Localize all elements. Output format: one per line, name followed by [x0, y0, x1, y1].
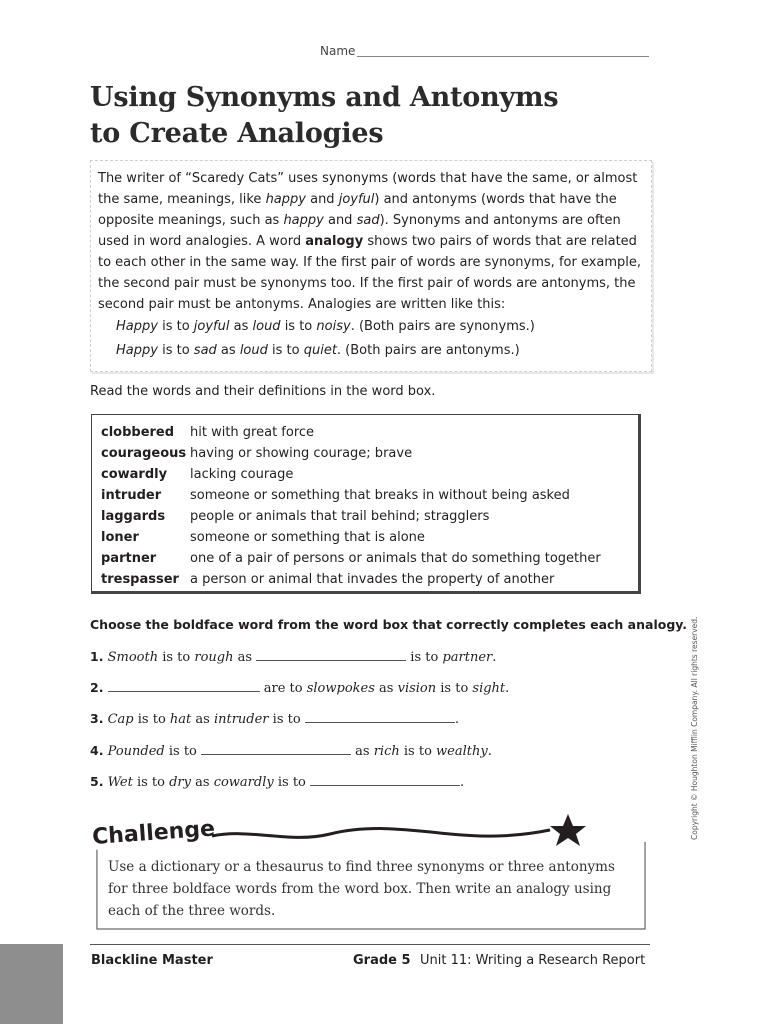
question-4: 4. Pounded is to as rich is to wealthy. — [90, 743, 492, 759]
word-term: trespasser — [101, 572, 179, 587]
word-term: cowardly — [101, 467, 168, 482]
footer-unit: Unit 11: Writing a Research Report — [420, 953, 646, 968]
name-blank-line[interactable] — [357, 56, 649, 57]
word-row — [101, 464, 601, 485]
instructions: Choose the boldface word from the word box that correctly completes each analogy. — [90, 617, 688, 632]
word-list — [101, 422, 601, 590]
word-box-intro: Read the words and their definitions in the word box. — [90, 384, 436, 399]
word-definition: someone or something that is alone — [190, 530, 425, 545]
word-definition: one of a pair of persons or animals that do something together — [190, 551, 601, 566]
word-row — [101, 422, 601, 443]
word-term: laggards — [101, 509, 166, 524]
word-definition: lacking courage — [190, 467, 294, 482]
answer-blank-3[interactable] — [305, 710, 455, 723]
word-term: loner — [101, 530, 139, 545]
example-analogy-1: Happy is to joyful as loud is to noisy. (Both pairs are synonyms.) — [116, 319, 535, 334]
answer-blank-4[interactable] — [201, 742, 351, 755]
footer-grade: Grade 5 — [353, 953, 411, 968]
word-row — [101, 443, 601, 464]
word-row — [101, 506, 601, 527]
word-definition: someone or something that breaks in without being asked — [190, 488, 570, 503]
gray-margin-strip — [0, 944, 63, 1024]
name-label: Name — [320, 44, 356, 58]
copyright-notice: Copyright © Houghton Mifflin Company. All rights reserved. — [690, 616, 699, 840]
intro-paragraph: The writer of “Scaredy Cats” uses synonyms (words that have the same, or almost the same, meanings, like happy and joyful) and antonyms (words that have the opposite meanings, such as happy and sad). Synonyms and antonyms are often used in word analogies. A word analogy shows two pairs of words that are related to each other in the same way. If the first pair of words are synonyms, for example, the second pair must be synonyms too. If the first pair of words are antonyms, the second pair must be antonyms. Analogies are written like this: — [98, 171, 642, 312]
title-line-1: Using Synonyms and Antonyms — [90, 82, 559, 113]
challenge-logo-text: Challenge — [91, 816, 216, 850]
word-row — [101, 548, 601, 569]
squiggle-line — [212, 829, 550, 838]
word-definition: people or animals that trail behind; stragglers — [190, 509, 490, 524]
word-definition: hit with great force — [190, 425, 315, 440]
word-term: intruder — [101, 488, 162, 503]
question-5: 5. Wet is to dry as cowardly is to . — [90, 774, 465, 790]
title-line-2: to Create Analogies — [90, 118, 384, 149]
answer-blank-2[interactable] — [108, 679, 260, 692]
page-title — [90, 80, 650, 152]
answer-blank-5[interactable] — [310, 773, 460, 786]
question-1: 1. Smooth is to rough as is to partner. — [90, 649, 497, 665]
answer-blank-1[interactable] — [256, 648, 406, 661]
footer-label: Blackline Master — [91, 953, 213, 968]
example-analogy-2: Happy is to sad as loud is to quiet. (Both pairs are antonyms.) — [116, 343, 520, 358]
word-definition: having or showing courage; brave — [190, 446, 413, 461]
intro-text — [98, 168, 643, 363]
word-term: courageous — [101, 446, 187, 461]
footer-rule — [90, 944, 650, 945]
word-row — [101, 485, 601, 506]
question-3: 3. Cap is to hat as intruder is to . — [90, 711, 459, 727]
word-term: partner — [101, 551, 157, 566]
challenge-text: Use a dictionary or a thesaurus to find three synonyms or three antonyms for three boldface words from the word box. Then write an analogy using each of the three words. — [108, 859, 615, 919]
word-term: clobbered — [101, 425, 175, 440]
word-definition: a person or animal that invades the property of another — [190, 572, 555, 587]
word-row — [101, 527, 601, 548]
word-row — [101, 569, 601, 590]
question-2: 2. are to slowpokes as vision is to sight. — [90, 680, 510, 696]
